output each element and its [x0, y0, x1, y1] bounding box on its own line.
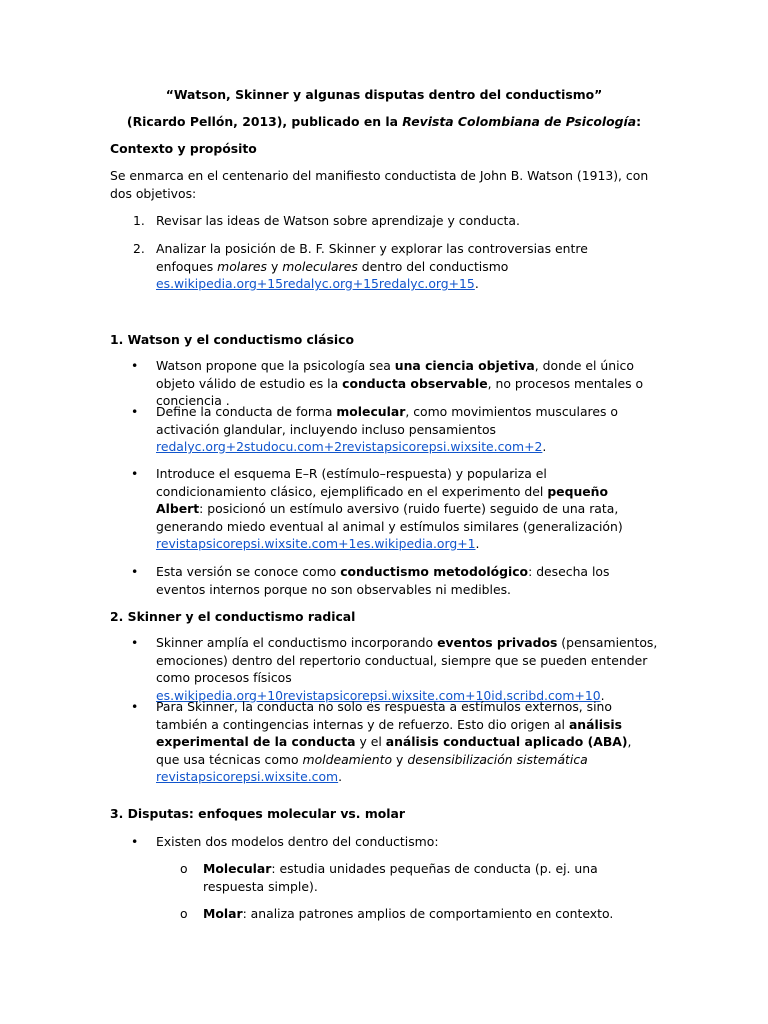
italic-run: desensibilización sistemática	[407, 751, 588, 767]
text-run: Esta versión se conoce como	[156, 564, 341, 579]
text-run: , como movimientos musculares o activación glandular, incluyendo incluso pensamientos	[156, 404, 618, 437]
document-subtitle	[0, 113, 768, 131]
journal-name: Revista Colombiana de Psicología	[402, 114, 637, 129]
bold-run: molecular	[336, 404, 406, 419]
text-run: Watson propone que la psicología sea	[156, 358, 395, 373]
bullet-marker: •	[131, 564, 139, 579]
italic-run: moleculares	[282, 258, 358, 274]
bold-run: análisis conductual aplicado (ABA)	[385, 734, 628, 749]
bold-run: pequeño Albert	[156, 483, 609, 516]
italic-run: moldeamiento	[302, 751, 393, 767]
text-run: (pensamientos, emociones) dentro del repertorio conductual, siempre que se pueden entender como procesos físicos	[156, 635, 658, 685]
bullet-text	[156, 698, 646, 786]
bullet-text	[156, 563, 626, 598]
text-run: , no procesos mentales o conciencia .	[156, 375, 644, 408]
bold-run: análisis experimental de la conducta	[156, 716, 622, 749]
bullet-text	[156, 634, 661, 704]
text-run: y el	[355, 734, 386, 749]
section3-heading: 3. Disputas: enfoques molecular vs. molar	[110, 806, 405, 821]
sub-text	[203, 860, 643, 895]
bullet-marker: •	[131, 699, 139, 714]
objective-text	[156, 240, 626, 293]
text-run: .	[338, 769, 343, 784]
subtitle-colon: :	[636, 114, 642, 129]
source-link[interactable]: es.wikipedia.org+15redalyc.org+15redalyc.org+15	[156, 276, 475, 291]
bullet-text	[156, 403, 646, 456]
bold-run: Molar	[203, 906, 243, 921]
text-run: : analiza patrones amplios de comportamiento en contexto.	[242, 906, 614, 921]
sub-marker: o	[180, 906, 188, 921]
bullet-text	[156, 357, 646, 410]
document-title: “Watson, Skinner y algunas disputas dentro del conductismo”	[165, 87, 603, 102]
text-run: .	[542, 439, 547, 454]
text-run: , que usa técnicas como	[156, 734, 632, 767]
source-link[interactable]: revistapsicorepsi.wixsite.com	[156, 769, 339, 784]
bold-run: conducta observable	[342, 375, 488, 391]
bold-run: una ciencia objetiva	[394, 358, 535, 373]
text-run: : posicionó un estímulo aversivo (ruido fuerte) seguido de una rata, generando miedo eventual al animal y estímulos similares (generalización)	[156, 501, 623, 534]
text-run: : desecha los eventos internos porque no son observables ni medibles.	[156, 564, 610, 597]
list-number: 2.	[133, 241, 145, 256]
text-run: y	[267, 258, 283, 274]
objective-text: Revisar las ideas de Watson sobre aprendizaje y conducta.	[156, 213, 520, 228]
source-link[interactable]: redalyc.org+2studocu.com+2revistapsicorepsi.wixsite.com+2	[156, 439, 543, 454]
sub-text	[203, 905, 663, 923]
context-heading: Contexto y propósito	[110, 141, 257, 156]
section1-heading: 1. Watson y el conductismo clásico	[110, 332, 354, 347]
text-run: : estudia unidades pequeñas de conducta (p. ej. una respuesta simple).	[203, 861, 598, 894]
text-run: Analizar la posición de B. F. Skinner y explorar las controversias entre enfoques	[156, 241, 588, 274]
list-number: 1.	[133, 213, 145, 228]
text-run: , donde el único objeto válido de estudio es la	[156, 358, 634, 391]
text-run: y	[392, 751, 408, 767]
source-link[interactable]: revistapsicorepsi.wixsite.com+1es.wikipedia.org+1	[156, 536, 476, 551]
bullet-text: Existen dos modelos dentro del conductismo:	[156, 834, 439, 849]
bold-run: Molecular	[203, 861, 272, 876]
bullet-marker: •	[131, 358, 139, 373]
text-run: Skinner amplía el conductismo incorporando	[156, 635, 438, 650]
text-run: Introduce el esquema E–R (estímulo–respuesta) y populariza el condicionamiento clásico, ejemplificado en el experimento del	[156, 466, 548, 499]
text-run: Define la conducta de forma	[156, 404, 337, 419]
bullet-marker: •	[131, 404, 139, 419]
context-intro: Se enmarca en el centenario del manifiesto conductista de John B. Watson (1913), con dos objetivos:	[110, 168, 649, 201]
text-run: .	[474, 276, 479, 291]
bold-run: conductismo metodológico	[340, 564, 529, 579]
bold-run: eventos privados	[437, 635, 558, 650]
text-run: dentro del conductismo	[357, 258, 509, 274]
text-run: .	[600, 687, 605, 703]
italic-run: molares	[217, 258, 268, 274]
bullet-marker: •	[131, 834, 139, 849]
subtitle-text: (Ricardo Pellón, 2013), publicado en la	[126, 114, 403, 129]
bullet-text	[156, 465, 646, 553]
section2-heading: 2. Skinner y el conductismo radical	[110, 609, 356, 624]
source-link[interactable]: es.wikipedia.org+10revistapsicorepsi.wixsite.com+10id.scribd.com+10	[156, 687, 601, 703]
sub-marker: o	[180, 861, 188, 876]
bullet-marker: •	[131, 466, 139, 481]
text-run: Para Skinner, la conducta no solo es respuesta a estímulos externos, sino también a contingencias internas y de refuerzo. Esto dio origen al	[156, 699, 612, 732]
bullet-marker: •	[131, 635, 139, 650]
text-run: .	[475, 536, 480, 551]
